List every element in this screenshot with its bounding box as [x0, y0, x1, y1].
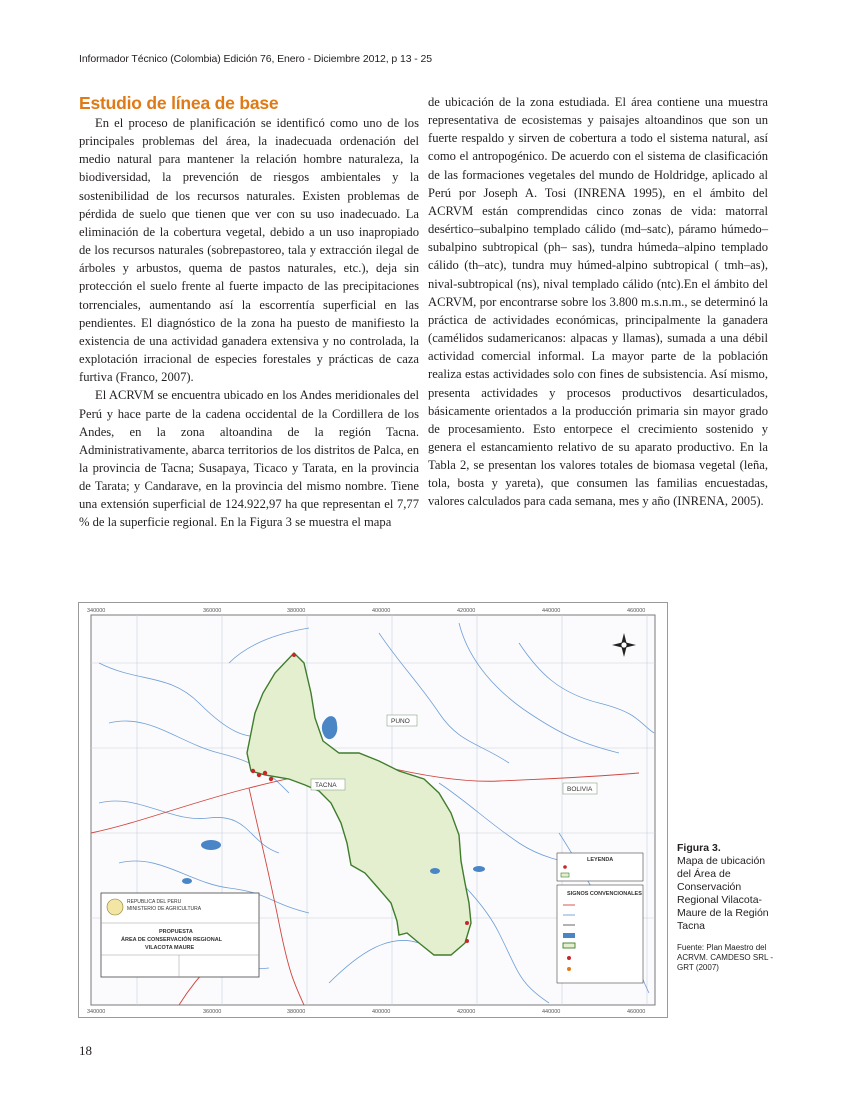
running-head: Informador Técnico (Colombia) Edición 76, Enero - Diciembre 2012, p 13 - 25	[79, 53, 432, 65]
label-tacna: TACNA	[315, 782, 337, 789]
svg-text:380000: 380000	[287, 1009, 306, 1015]
figure-label: Figura 3.	[677, 842, 721, 854]
svg-text:340000: 340000	[87, 1009, 106, 1015]
left-column	[79, 92, 419, 532]
svg-text:360000: 360000	[203, 608, 222, 614]
svg-text:400000: 400000	[372, 608, 391, 614]
svg-text:400000: 400000	[372, 1009, 391, 1015]
left-paragraph-1: En el proceso de planificación se identificó como uno de los principales problemas del área, la inadecuada ordenación del medio natural para mantener la relación hombre naturaleza, la biodiversidad, la prevención de riesgos ambientales y la sostenibilidad de los recursos naturales. Existen problemas de pérdida de suelo que tienen que ver con su uso inadecuado. La eliminación de la cobertura vegetal, debido a un uso inapropiado de los recursos naturales (sobrepastoreo, tala y extracción ilegal de árboles y arbustos, quema de pastos naturales, etc.), deja sin protección el suelo frente al fuerte impacto de las precipitaciones torrenciales, aumentando así la escorrentía superficial en las pendientes. El diagnóstico de la zona ha puesto de manifiesto la existencia de una actividad ganadera extensiva y no controlada, la explotación irracional de especies forestales y prácticas de caza furtiva (Franco, 2007).	[79, 116, 419, 385]
svg-text:360000: 360000	[203, 1009, 222, 1015]
svg-text:420000: 420000	[457, 1009, 476, 1015]
section-title: Estudio de línea de base	[79, 93, 279, 113]
figure-caption-text: Mapa de ubicación del Área de Conservación Regional Vilacota-Maure de la Región Tacna	[677, 855, 769, 932]
right-column	[428, 93, 768, 511]
top-coordinate-ticks	[87, 608, 645, 614]
svg-text:440000: 440000	[542, 1009, 561, 1015]
svg-text:460000: 460000	[627, 1009, 646, 1015]
svg-text:LEYENDA: LEYENDA	[587, 857, 614, 863]
svg-text:420000: 420000	[457, 608, 476, 614]
svg-text:460000: 460000	[627, 608, 646, 614]
svg-text:REPUBLICA DEL PERU: REPUBLICA DEL PERU	[127, 899, 182, 905]
figure-caption	[677, 842, 777, 973]
map-legend	[557, 853, 643, 983]
svg-text:340000: 340000	[87, 608, 106, 614]
map-title-block	[101, 893, 259, 977]
svg-text:MINISTERIO DE AGRICULTURA: MINISTERIO DE AGRICULTURA	[127, 906, 202, 912]
location-map	[78, 602, 668, 1018]
svg-text:ÁREA DE CONSERVACIÓN REGIONAL: ÁREA DE CONSERVACIÓN REGIONAL	[121, 937, 223, 943]
label-puno: PUNO	[391, 718, 410, 725]
government-seal-icon	[107, 899, 123, 915]
left-paragraph-2: El ACRVM se encuentra ubicado en los Andes meridionales del Perú y hace parte de la cadena occidental de la Cordillera de los Andes, en la zona altoandina de la región Tacna. Administrativamente, abarca territorios de los distritos de Palca, en la provincia de Tacna; Susapaya, Ticaco y Tarata, en la provincia de Tarata; y Candarave, en la provincia del mismo nombre. Tiene una extensión superficial de 124.922,97 ha que representan el 7,77 % de la superficie regional. En la Figura 3 se muestra el mapa	[79, 388, 419, 530]
label-bolivia: BOLIVIA	[567, 786, 593, 793]
page-number: 18	[79, 1043, 92, 1058]
right-paragraph-1: de ubicación de la zona estudiada. El área contiene una muestra representativa de ecosistemas y paisajes altoandinos que son un fuerte respaldo y sirven de cobertura a todo el sistema natural, así como el antropogénico. De acuerdo con el sistema de clasificación de las formaciones vegetales del mundo de Holdridge, aplicado al Perú por Joseph A. Tosi (INRENA 1995), en el ámbito del ACRVM están comprendidas cinco zonas de vida: matorral desértico–subalpino templado cálido (md–satc), páramo húmedo–subalpino subtropical (ph– sas), tundra húmeda–alpino templado cálido (th–atc), tundra muy húmed-alpino subtropical ( tmh–as), nival-subtropical (ns), nival templado cálido (ntc).En el ámbito del ACRVM, por encontrarse sobre los 3.800 m.s.n.m., se determinó la práctica de actividades económicas, principalmente la ganadera (camélidos sudamericanos: alpacas y llamas), sumada a una débil actividad comercial informal. La mayor parte de la población realiza estas actividades solo con fines de subsistencia. Así mismo, presenta actividades y procesos productivos desarticulados, básicamente orientados a la producción primaria sin mayor grado de procesamiento. Esto entorpece el crecimiento sostenido y genera el estancamiento relativo de su aparato productivo. En la Tabla 2, se presentan los valores totales de biomasa vegetal (leña, tola, bosta y yareta), que consumen las familias encuestadas, valores calculados para cada semana, mes y año (INRENA, 2005).	[428, 95, 768, 509]
svg-text:380000: 380000	[287, 608, 306, 614]
svg-text:VILACOTA MAURE: VILACOTA MAURE	[145, 945, 195, 951]
svg-text:440000: 440000	[542, 608, 561, 614]
svg-text:PROPUESTA: PROPUESTA	[159, 929, 193, 935]
figure-source: Fuente: Plan Maestro del ACRVM. CAMDESO SRL - GRT (2007)	[677, 943, 774, 972]
bottom-coordinate-ticks	[87, 1009, 645, 1015]
svg-text:SIGNOS CONVENCIONALES: SIGNOS CONVENCIONALES	[567, 891, 642, 897]
map-svg	[79, 603, 667, 1017]
